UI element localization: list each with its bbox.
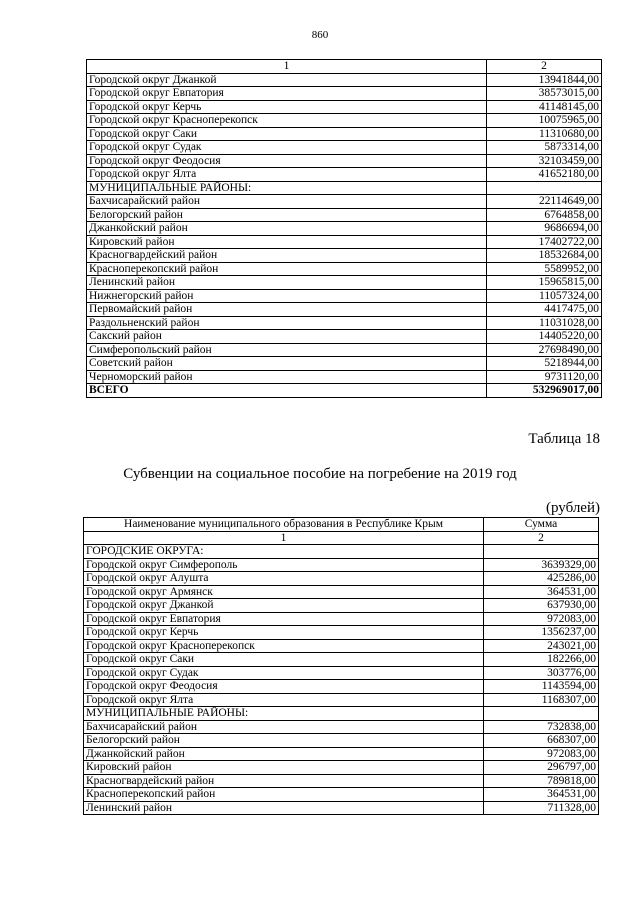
- municipality-name-cell: Городской округ Армянск: [84, 585, 484, 599]
- municipality-name-cell: Городской округ Симферополь: [84, 558, 484, 572]
- amount-cell: 5589952,00: [487, 262, 602, 276]
- municipality-name-cell: Раздольненский район: [87, 316, 487, 330]
- table-row: [84, 801, 599, 815]
- municipality-name-cell: Городской округ Феодосия: [87, 154, 487, 168]
- table-row: [87, 73, 602, 87]
- table-row: [84, 666, 599, 680]
- municipality-name-cell: МУНИЦИПАЛЬНЫЕ РАЙОНЫ:: [87, 181, 487, 195]
- column-number-row: [84, 531, 599, 545]
- table-row: [87, 303, 602, 317]
- municipality-name-cell: Городской округ Саки: [87, 127, 487, 141]
- municipality-name-cell: Сакский район: [87, 330, 487, 344]
- table-row: [87, 100, 602, 114]
- municipality-name-cell: Городской округ Судак: [87, 141, 487, 155]
- table-row: [84, 693, 599, 707]
- amount-cell: 1356237,00: [484, 626, 599, 640]
- municipality-name-cell: МУНИЦИПАЛЬНЫЕ РАЙОНЫ:: [84, 707, 484, 721]
- amount-cell: 4417475,00: [487, 303, 602, 317]
- municipality-name-cell: Городской округ Керчь: [84, 626, 484, 640]
- municipality-name-cell: Городской округ Ялта: [84, 693, 484, 707]
- column-number-cell: 1: [87, 60, 487, 74]
- municipality-name-cell: ГОРОДСКИЕ ОКРУГА:: [84, 545, 484, 559]
- table-row: [87, 154, 602, 168]
- amount-cell: 1168307,00: [484, 693, 599, 707]
- municipality-name-cell: Городской округ Судак: [84, 666, 484, 680]
- municipality-name-cell: Городской округ Джанкой: [87, 73, 487, 87]
- amount-cell: 425286,00: [484, 572, 599, 586]
- column-header-cell: Наименование муниципального образования в Республике Крым: [84, 518, 484, 532]
- page-number: 860: [311, 29, 329, 41]
- municipality-name-cell: Городской округ Алушта: [84, 572, 484, 586]
- table-row: [87, 289, 602, 303]
- municipality-name-cell: Городской округ Джанкой: [84, 599, 484, 613]
- total-row: [87, 384, 602, 398]
- column-number-row: [87, 60, 602, 74]
- municipality-name-cell: Первомайский район: [87, 303, 487, 317]
- table-row: [84, 734, 599, 748]
- table-row: [87, 262, 602, 276]
- amount-cell: 789818,00: [484, 774, 599, 788]
- table-row: [84, 774, 599, 788]
- burial-subsidy-table: [83, 517, 599, 815]
- amount-cell: 11310680,00: [487, 127, 602, 141]
- column-number-cell: 1: [84, 531, 484, 545]
- table-row: [84, 747, 599, 761]
- amount-cell: 243021,00: [484, 639, 599, 653]
- column-header-row: [84, 518, 599, 532]
- municipality-name-cell: Нижнегорский район: [87, 289, 487, 303]
- table-label: Таблица 18: [528, 431, 600, 447]
- amount-cell: 972083,00: [484, 612, 599, 626]
- table-row: [87, 141, 602, 155]
- municipality-name-cell: Красногвардейский район: [87, 249, 487, 263]
- municipality-name-cell: Городской округ Ялта: [87, 168, 487, 182]
- table-row: [87, 235, 602, 249]
- municipality-name-cell: Городской округ Евпатория: [84, 612, 484, 626]
- municipality-name-cell: Белогорский район: [84, 734, 484, 748]
- amount-cell: [484, 707, 599, 721]
- table-row: [84, 788, 599, 802]
- amount-cell: [487, 181, 602, 195]
- municipality-name-cell: Ленинский район: [87, 276, 487, 290]
- municipality-name-cell: Кировский район: [84, 761, 484, 775]
- municipality-name-cell: Городской округ Саки: [84, 653, 484, 667]
- municipality-name-cell: Красноперекопский район: [87, 262, 487, 276]
- table-row: [87, 276, 602, 290]
- table-row: [84, 612, 599, 626]
- table-row: [84, 653, 599, 667]
- municipality-name-cell: Симферопольский район: [87, 343, 487, 357]
- table-row: [84, 720, 599, 734]
- municipality-name-cell: Городской округ Феодосия: [84, 680, 484, 694]
- table-row: [84, 585, 599, 599]
- total-label-cell: ВСЕГО: [87, 384, 487, 398]
- amount-cell: 13941844,00: [487, 73, 602, 87]
- municipality-name-cell: Городской округ Красноперекопск: [87, 114, 487, 128]
- amount-cell: 22114649,00: [487, 195, 602, 209]
- table-row: [84, 680, 599, 694]
- table-row: [84, 558, 599, 572]
- amount-cell: 364531,00: [484, 788, 599, 802]
- table-row: [87, 222, 602, 236]
- municipality-name-cell: Городской округ Керчь: [87, 100, 487, 114]
- table-row: [84, 761, 599, 775]
- municipality-name-cell: Черноморский район: [87, 370, 487, 384]
- amount-cell: 41148145,00: [487, 100, 602, 114]
- units-label: (рублей): [545, 500, 600, 516]
- municipality-name-cell: Городской округ Евпатория: [87, 87, 487, 101]
- table-row: [87, 343, 602, 357]
- table-row: [84, 707, 599, 721]
- municipality-name-cell: Красногвардейский район: [84, 774, 484, 788]
- table-row: [87, 316, 602, 330]
- column-number-cell: 2: [487, 60, 602, 74]
- table-row: [87, 127, 602, 141]
- column-header-cell: Сумма: [484, 518, 599, 532]
- amount-cell: 38573015,00: [487, 87, 602, 101]
- table-row: [87, 87, 602, 101]
- table-row: [87, 181, 602, 195]
- amount-cell: 17402722,00: [487, 235, 602, 249]
- amount-cell: 5218944,00: [487, 357, 602, 371]
- amount-cell: 303776,00: [484, 666, 599, 680]
- amount-cell: 11057324,00: [487, 289, 602, 303]
- table-row: [87, 208, 602, 222]
- municipality-name-cell: Бахчисарайский район: [84, 720, 484, 734]
- municipality-name-cell: Кировский район: [87, 235, 487, 249]
- municipality-name-cell: Ленинский район: [84, 801, 484, 815]
- table-row: [87, 168, 602, 182]
- municipality-name-cell: Красноперекопский район: [84, 788, 484, 802]
- amount-cell: 18532684,00: [487, 249, 602, 263]
- table-row: [84, 599, 599, 613]
- table-title: Субвенции на социальное пособие на погребение на 2019 год: [123, 466, 517, 482]
- amount-cell: 10075965,00: [487, 114, 602, 128]
- amount-cell: 972083,00: [484, 747, 599, 761]
- table-row: [84, 545, 599, 559]
- table-row: [87, 330, 602, 344]
- municipality-name-cell: Белогорский район: [87, 208, 487, 222]
- municipality-name-cell: Джанкойский район: [87, 222, 487, 236]
- table-row: [87, 357, 602, 371]
- allocation-table-continued: [86, 59, 602, 398]
- amount-cell: 9731120,00: [487, 370, 602, 384]
- amount-cell: 637930,00: [484, 599, 599, 613]
- municipality-name-cell: Советский район: [87, 357, 487, 371]
- column-number-cell: 2: [484, 531, 599, 545]
- table-row: [84, 572, 599, 586]
- amount-cell: 711328,00: [484, 801, 599, 815]
- municipality-name-cell: Городской округ Красноперекопск: [84, 639, 484, 653]
- amount-cell: 364531,00: [484, 585, 599, 599]
- amount-cell: 32103459,00: [487, 154, 602, 168]
- amount-cell: 41652180,00: [487, 168, 602, 182]
- table-row: [87, 195, 602, 209]
- amount-cell: 732838,00: [484, 720, 599, 734]
- table-row: [87, 370, 602, 384]
- amount-cell: 182266,00: [484, 653, 599, 667]
- amount-cell: 14405220,00: [487, 330, 602, 344]
- municipality-name-cell: Джанкойский район: [84, 747, 484, 761]
- amount-cell: 15965815,00: [487, 276, 602, 290]
- amount-cell: 3639329,00: [484, 558, 599, 572]
- amount-cell: 9686694,00: [487, 222, 602, 236]
- municipality-name-cell: Бахчисарайский район: [87, 195, 487, 209]
- amount-cell: 1143594,00: [484, 680, 599, 694]
- amount-cell: 668307,00: [484, 734, 599, 748]
- amount-cell: 6764858,00: [487, 208, 602, 222]
- amount-cell: 296797,00: [484, 761, 599, 775]
- amount-cell: [484, 545, 599, 559]
- amount-cell: 27698490,00: [487, 343, 602, 357]
- table-row: [84, 639, 599, 653]
- table-row: [87, 249, 602, 263]
- table-row: [87, 114, 602, 128]
- amount-cell: 5873314,00: [487, 141, 602, 155]
- total-amount-cell: 532969017,00: [487, 384, 602, 398]
- amount-cell: 11031028,00: [487, 316, 602, 330]
- table-row: [84, 626, 599, 640]
